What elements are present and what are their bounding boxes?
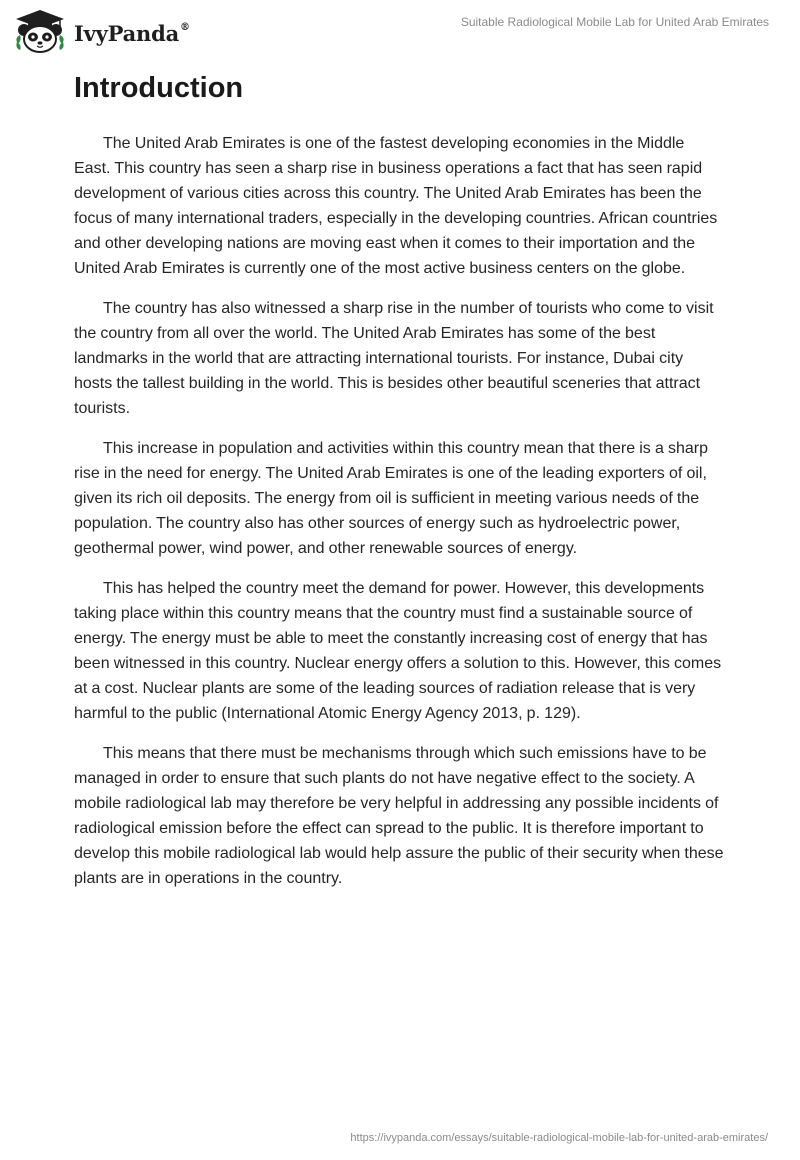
source-url[interactable]: https://ivypanda.com/essays/suitable-radiological-mobile-lab-for-united-arab-emirates/ bbox=[350, 1132, 768, 1144]
section-heading: Introduction bbox=[74, 72, 244, 104]
paragraph: This means that there must be mechanisms through which such emissions have to be managed in order to ensure that such plants do not have negative effect to the society. A mobile radiological lab may therefore be very helpful in addressing any possible incidents of radiological emission before the effect can spread to the public. It is therefore important to develop this mobile radiological lab would help assure the public of their security when these plants are in operations in the country. bbox=[74, 745, 724, 887]
page-header bbox=[0, 0, 800, 60]
brand-name: IvyPanda® bbox=[74, 20, 190, 46]
registered-mark: ® bbox=[180, 21, 190, 33]
panda-graduate-icon bbox=[14, 8, 66, 54]
paragraph: This increase in population and activities within this country mean that there is a sharp rise in the need for energy. The United Arab Emirates is one of the leading exporters of oil, given its rich oil deposits. The energy from oil is sufficient in meeting various needs of the population. The country also has other sources of energy such as hydroelectric power, geothermal power, wind power, and other renewable sources of energy. bbox=[74, 440, 709, 557]
ivypanda-logo[interactable] bbox=[14, 8, 190, 54]
paragraph: The United Arab Emirates is one of the fastest developing economies in the Middle East. This country has seen a sharp rise in business operations a fact that has seen rapid development of various cities across this country. The United Arab Emirates has been the focus of many international traders, especially in the developing countries. African countries and other developing nations are moving east when it comes to their importation and the United Arab Emirates is currently one of the most active business centers on the globe. bbox=[74, 135, 718, 277]
paragraph: The country has also witnessed a sharp rise in the number of tourists who come to visit the country from all over the world. The United Arab Emirates has some of the best landmarks in the world that are attracting international tourists. For instance, Dubai city hosts the tallest building in the world. This is besides other beautiful sceneries that attract tourists. bbox=[74, 300, 714, 417]
paragraph: This has helped the country meet the demand for power. However, this developments taking place within this country means that the country must find a sustainable source of energy. The energy must be able to meet the constantly increasing cost of energy that has been witnessed in this country. Nuclear energy offers a solution to this. However, this comes at a cost. Nuclear plants are some of the leading sources of radiation release that is very harmful to the public (International Atomic Energy Agency 2013, p. 129). bbox=[74, 580, 722, 722]
document-title: Suitable Radiological Mobile Lab for United Arab Emirates bbox=[460, 15, 769, 29]
essay-body bbox=[74, 131, 724, 906]
